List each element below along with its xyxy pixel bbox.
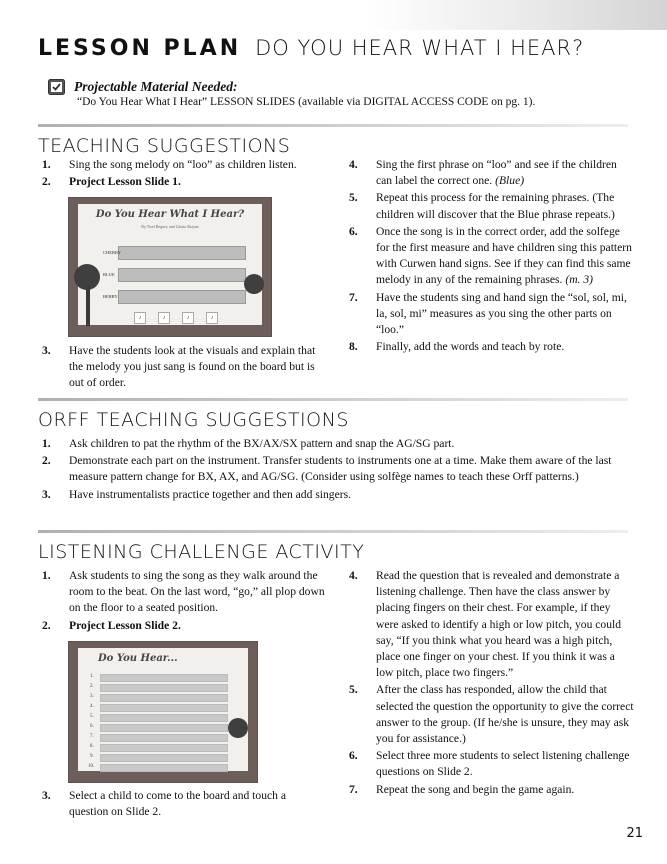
list-item: 7. Repeat the song and begin the game again. [349, 782, 575, 796]
projectable-description: “Do You Hear What I Hear” LESSON SLIDES (available via DIGITAL ACCESS CODE on pg. 1). [77, 96, 536, 108]
song-title: DO YOU HEAR WHAT I HEAR? [255, 36, 585, 60]
list-item: 6. Select three more students to select listening challenge questions on Slide 2. [349, 749, 630, 779]
list-item: 4. Read the question that is revealed and demonstrate a listening challenge. Then have the class answer by placing fingers on their chest. For example, if they were asked to identify a high or low pitch, you could say, “If you think what you heard was a high pitch, place one finger on your chest. If you think it was a low pitch, place two fingers.” [349, 569, 622, 680]
list-item: 6. Once the song is in the correct order, add the solfege for the first measure and have children sing this pattern with Curwen hand signs. See if they can find this same melody in any of the remaining phrases. (m. 3) [349, 224, 632, 287]
page-title [38, 36, 584, 61]
section-rule [38, 398, 628, 401]
slide-button: ♪ [158, 312, 170, 324]
staff-row: CHERRY [118, 246, 246, 260]
teaching-left-list-continued [38, 343, 322, 393]
listening-left-list [38, 568, 328, 635]
projectable-title: Projectable Material Needed: [74, 79, 238, 94]
listening-heading: LISTENING CHALLENGE ACTIVITY [38, 541, 365, 563]
teaching-right-list [345, 157, 635, 356]
list-item: 2. Demonstrate each part on the instrument. Transfer students to instruments one at a time. Make them aware of the last measure pattern change for BX, AX, and AG/SG. (Consider using solfège names to teach these Orff patterns.) [42, 454, 612, 484]
tree-decoration [244, 274, 264, 294]
list-item: 5. After the class has responded, allow the child that selected the question the opportunity to give the correct answer to the group. (If he/she is unsure, they may ask you for assistance.) [349, 683, 634, 746]
staff-row: BLUE [118, 268, 246, 282]
teaching-heading: TEACHING SUGGESTIONS [38, 135, 291, 157]
list-item: 2. Project Lesson Slide 2. [42, 618, 181, 632]
list-item: 1. Ask children to pat the rhythm of the BX/AX/SX pattern and snap the AG/SG part. [42, 437, 455, 450]
staff-row: BERRY [118, 290, 246, 304]
lesson-slide-2: Do You Hear... 1. 2. 3. 4. 5. 6. 7. 8. 9. 10. [68, 641, 258, 783]
lesson-slide-1 [68, 197, 272, 337]
orff-heading: ORFF TEACHING SUGGESTIONS [38, 409, 349, 431]
slide-1-subtitle: By Noel Regney and Gloria Shayne [141, 224, 199, 229]
list-item: 1. Ask students to sing the song as they walk around the room to the beat. On the last word, “go,” all plop down on the floor to a seated position. [42, 569, 325, 615]
header-shade [0, 0, 667, 30]
listening-left-list-continued [38, 788, 328, 821]
teaching-left-list [38, 157, 338, 191]
page-number: 21 [626, 826, 643, 841]
slide-1-title: Do You Hear What I Hear? [95, 209, 245, 220]
list-item: 8. Finally, add the words and teach by rote. [349, 340, 565, 354]
lesson-plan-label: LESSON PLAN [38, 36, 242, 61]
list-item: 3. Select a child to come to the board and touch a question on Slide 2. [42, 789, 286, 819]
list-item: 1. Sing the song melody on “loo” as children listen. [42, 158, 297, 171]
list-item: 5. Repeat this process for the remaining phrases. (The children will discover that the Blue phrase repeats.) [349, 191, 615, 221]
list-item: 4. Sing the first phrase on “loo” and see if the children can label the correct one. (Blue) [349, 158, 617, 188]
slide-button: ♪ [134, 312, 146, 324]
orff-list [38, 436, 634, 504]
list-item: 2. Project Lesson Slide 1. [42, 175, 181, 189]
checklist-icon [48, 79, 65, 95]
tree-decoration [228, 718, 248, 738]
list-item: 7. Have the students sing and hand sign the “sol, sol, mi, la, sol, mi” measures as you sing the other parts on “loo.” [349, 290, 627, 337]
list-item: 3. Have the students look at the visuals and explain that the melody you just sang is found on the board but is out of order. [42, 344, 316, 390]
listening-right-list [345, 568, 635, 799]
slide-button: ♪ [182, 312, 194, 324]
section-rule [38, 124, 628, 127]
list-item: 3. Have instrumentalists practice together and then add singers. [42, 487, 352, 501]
slide-2-title: Do You Hear... [98, 653, 178, 664]
section-rule [38, 530, 628, 533]
slide-button: ♪ [206, 312, 218, 324]
